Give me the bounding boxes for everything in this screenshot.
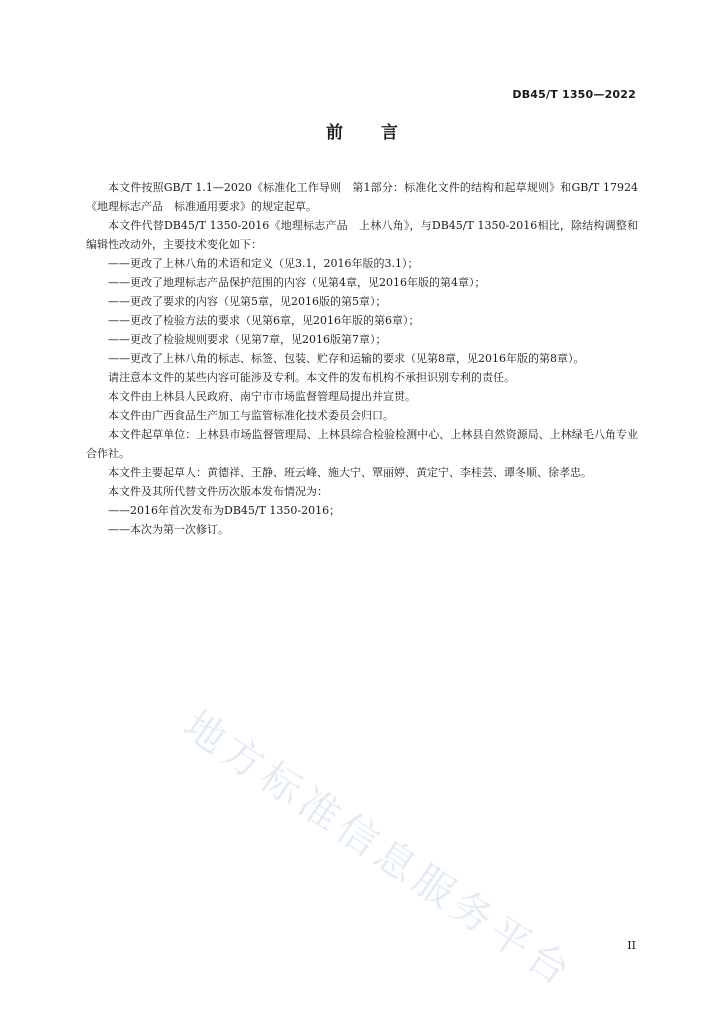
foreword-body xyxy=(86,178,638,539)
paragraph-proposer: 本文件由上林县人民政府、南宁市市场监督管理局提出并宣贯。 xyxy=(108,390,416,403)
paragraph-replacement: 本文件代替DB45/T 1350-2016《地理标志产品 上林八角》，与DB45/T 1350-2016相比，除结构调整和编辑性改动外，主要技术变化如下： xyxy=(86,219,638,251)
page-number: II xyxy=(627,939,636,952)
paragraph-version-history: 本文件及其所代替文件历次版本发布情况为： xyxy=(108,485,328,498)
change-item-inspection-rules: ——更改了检验规则要求（见第7章，见2016版第7章）； xyxy=(108,333,387,346)
page-title: 前言 xyxy=(326,123,436,143)
paragraph-drafting-basis: 本文件按照GB/T 1.1—2020《标准化工作导则 第1部分：标准化文件的结构和起草规则》和GB/T 17924《地理标志产品 标准通用要求》的规定起草。 xyxy=(86,181,638,213)
paragraph-patent-notice: 请注意本文件的某些内容可能涉及专利。本文件的发布机构不承担识别专利的责任。 xyxy=(108,371,515,384)
change-item-test-methods: ——更改了检验方法的要求（见第6章，见2016年版的第6章）； xyxy=(108,314,420,327)
paragraph-drafting-units: 本文件起草单位：上林县市场监督管理局、上林县综合检验检测中心、上林县自然资源局、上林绿毛八角专业合作社。 xyxy=(86,428,638,460)
paragraph-drafters: 本文件主要起草人：黄德祥、王静、班云峰、施大宁、覃丽婷、黄定宁、李桂芸、谭冬顺、徐孝忠。 xyxy=(108,466,592,479)
paragraph-committee: 本文件由广西食品生产加工与监管标准化技术委员会归口。 xyxy=(108,409,394,422)
document-code: DB45/T 1350—2022 xyxy=(512,88,636,101)
change-item-protection-scope: ——更改了地理标志产品保护范围的内容（见第4章，见2016年版的第4章）； xyxy=(108,276,486,289)
change-item-terms: ——更改了上林八角的术语和定义（见3.1，2016年版的3.1）； xyxy=(108,257,419,270)
watermark: 地方标准信息服务平台 xyxy=(175,702,583,998)
history-item-revision: ——本次为第一次修订。 xyxy=(108,523,229,536)
history-item-first-release: ——2016年首次发布为DB45/T 1350-2016； xyxy=(108,504,341,517)
change-item-requirements: ——更改了要求的内容（见第5章，见2016版的第5章）； xyxy=(108,295,387,308)
change-item-marking-packaging: ——更改了上林八角的标志、标签、包装、贮存和运输的要求（见第8章，见2016年版的第8章）。 xyxy=(108,352,585,365)
